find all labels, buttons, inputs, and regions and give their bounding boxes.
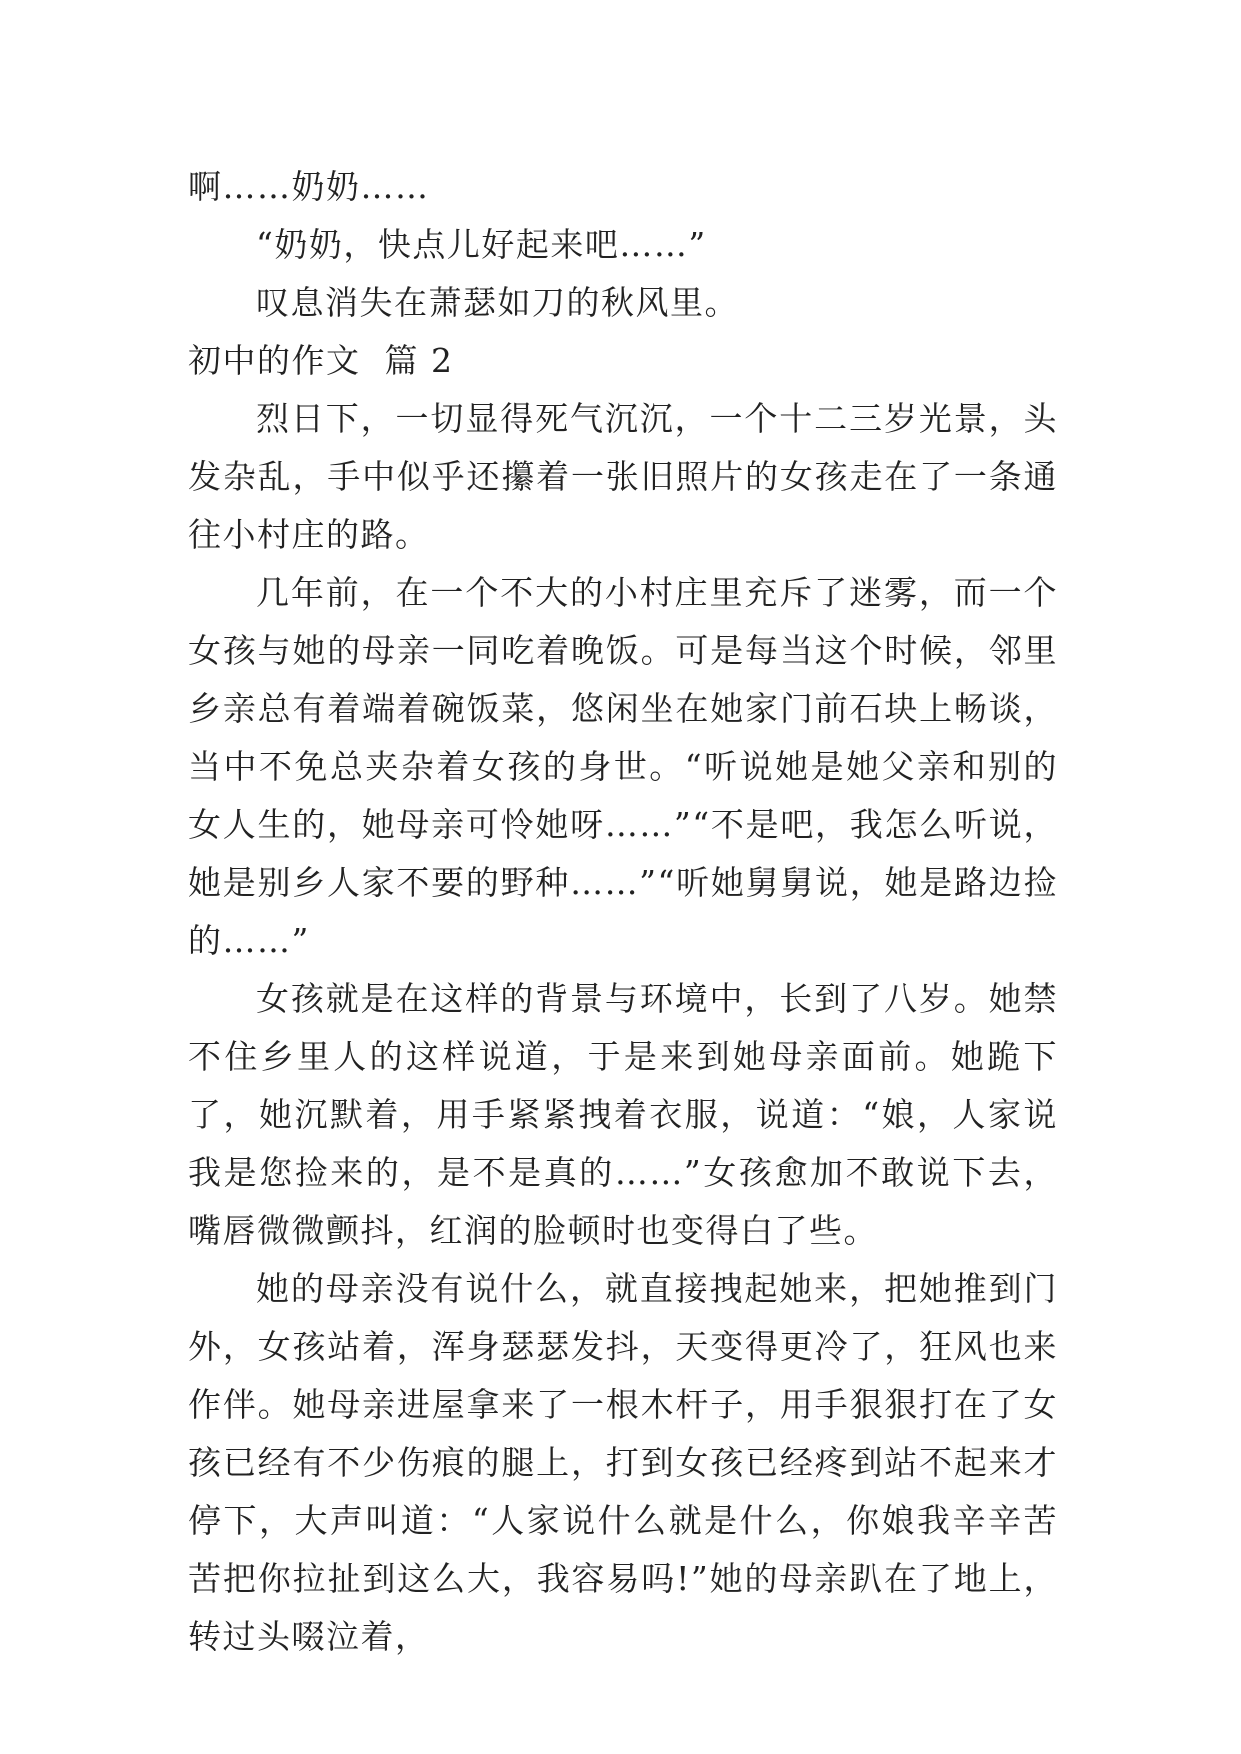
paragraph-2: “奶奶，快点儿好起来吧……” <box>256 225 707 264</box>
section-heading: 初中的作文 篇 2 <box>188 341 454 380</box>
paragraph-5: 几年前，在一个不大的小村庄里充斥了迷雾，而一个女孩与她的母亲一同吃着晚饭。可是每当这个时候，邻里乡亲总有着端着碗饭菜，悠闲坐在她家门前石块上畅谈，当中不免总夹杂着女孩的身世。“听说她是她父亲和别的女人生的，她母亲可怜她呀……”“不是吧，我怎么听说，她是别乡人家不要的野种……”“听她舅舅说，她是路边捡的……” <box>188 573 1058 960</box>
paragraph-4: 烈日下，一切显得死气沉沉，一个十二三岁光景，头发杂乱，手中似乎还攥着一张旧照片的女孩走在了一条通往小村庄的路。 <box>188 399 1058 554</box>
paragraph-6: 女孩就是在这样的背景与环境中，长到了八岁。她禁不住乡里人的这样说道，于是来到她母亲面前。她跪下了，她沉默着，用手紧紧拽着衣服，说道：“娘，人家说我是您捡来的，是不是真的……”女孩愈加不敢说下去，嘴唇微微颤抖，红润的脸顿时也变得白了些。 <box>188 979 1058 1250</box>
document-page <box>188 158 1058 1666</box>
paragraph-3: 叹息消失在萧瑟如刀的秋风里。 <box>256 283 739 322</box>
paragraph-7: 她的母亲没有说什么，就直接拽起她来，把她推到门外，女孩站着，浑身瑟瑟发抖，天变得更冷了，狂风也来作伴。她母亲进屋拿来了一根木杆子，用手狠狠打在了女孩已经有不少伤痕的腿上，打到女孩已经疼到站不起来才停下，大声叫道：“人家说什么就是什么，你娘我辛辛苦苦把你拉扯到这么大，我容易吗!”她的母亲趴在了地上，转过头啜泣着， <box>188 1269 1058 1656</box>
paragraph-1: 啊……奶奶…… <box>188 167 430 206</box>
